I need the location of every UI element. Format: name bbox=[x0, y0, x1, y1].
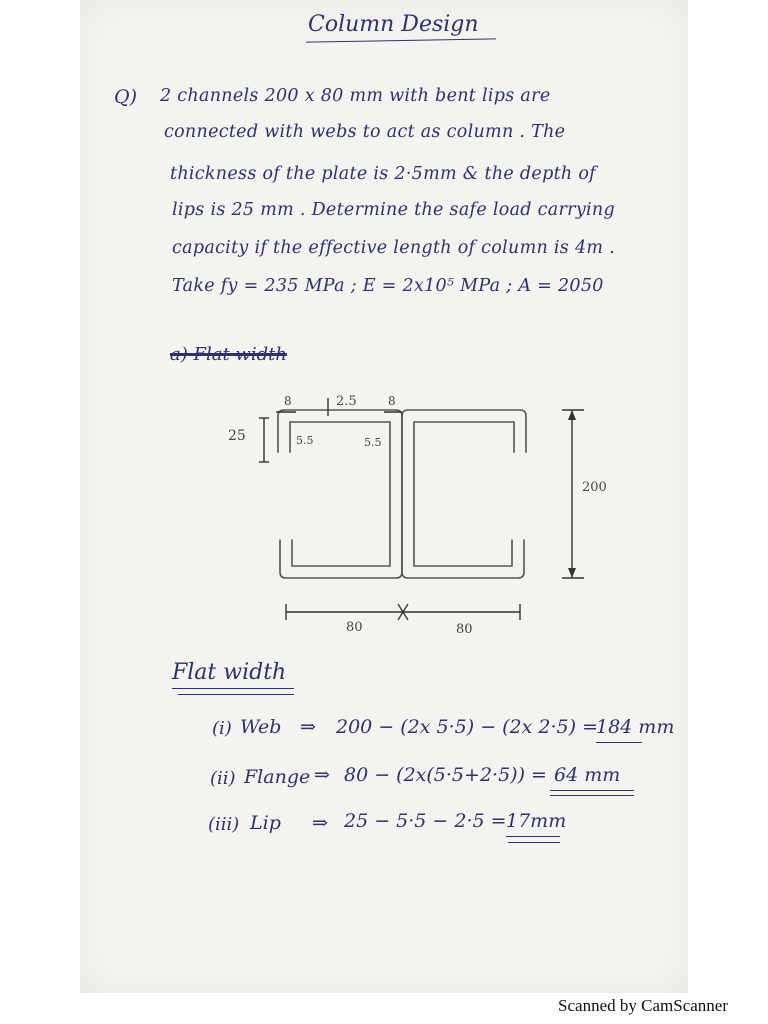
label-lip-width-right: 8 bbox=[388, 394, 396, 408]
calc-label-flange: Flange bbox=[244, 766, 311, 788]
calc-arrow-flange: ⇒ bbox=[314, 764, 330, 786]
result-underline-web bbox=[596, 742, 642, 743]
result-underline-lip-2 bbox=[508, 842, 560, 843]
calc-label-lip: Lip bbox=[250, 812, 281, 834]
label-width-left: 80 bbox=[346, 620, 363, 635]
question-label: Q) bbox=[114, 86, 137, 108]
result-underline-flange-2 bbox=[550, 795, 634, 796]
page-title: Column Design bbox=[308, 12, 479, 37]
label-thickness: 2.5 bbox=[336, 394, 357, 409]
calc-expr-lip: 25 − 5·5 − 2·5 = bbox=[344, 810, 507, 832]
flat-width-heading: Flat width bbox=[172, 660, 287, 685]
question-line-3: thickness of the plate is 2·5mm & the depth of bbox=[170, 164, 596, 184]
result-underline-flange bbox=[550, 790, 634, 791]
label-lip-depth: 25 bbox=[228, 428, 246, 444]
label-depth: 200 bbox=[582, 480, 607, 495]
question-line-1: 2 channels 200 x 80 mm with bent lips are bbox=[160, 86, 551, 106]
calc-expr-web: 200 − (2x 5·5) − (2x 2·5) = bbox=[336, 716, 598, 738]
question-line-2: connected with webs to act as column . The bbox=[164, 122, 566, 142]
calc-index-lip: (iii) bbox=[208, 814, 240, 835]
result-underline-lip bbox=[506, 836, 560, 837]
scanner-watermark: Scanned by CamScanner bbox=[558, 996, 728, 1015]
label-radius-left: 5.5 bbox=[296, 434, 314, 447]
crossed-out-heading: a) Flat width bbox=[170, 344, 287, 365]
calc-index-flange: (ii) bbox=[210, 768, 236, 789]
calc-result-lip: 17mm bbox=[506, 810, 567, 832]
calc-label-web: Web bbox=[240, 716, 282, 738]
label-lip-width-left: 8 bbox=[284, 394, 292, 408]
question-line-6: Take fy = 235 MPa ; E = 2x10⁵ MPa ; A = 2050 bbox=[172, 276, 604, 296]
calc-expr-flange: 80 − (2x(5·5+2·5)) = bbox=[344, 764, 547, 786]
heading-underline-2 bbox=[178, 694, 294, 695]
calc-result-web: 184 mm bbox=[596, 716, 675, 738]
label-radius-right: 5.5 bbox=[364, 436, 382, 449]
question-line-4: lips is 25 mm . Determine the safe load carrying bbox=[172, 200, 615, 220]
calc-result-flange: 64 mm bbox=[554, 764, 621, 786]
question-line-5: capacity if the effective length of column is 4m . bbox=[172, 238, 616, 258]
calc-arrow-lip: ⇒ bbox=[312, 812, 328, 834]
label-width-right: 80 bbox=[456, 622, 473, 637]
calc-index-web: (i) bbox=[212, 718, 232, 739]
heading-underline bbox=[172, 688, 294, 689]
calc-arrow-web: ⇒ bbox=[300, 716, 316, 738]
